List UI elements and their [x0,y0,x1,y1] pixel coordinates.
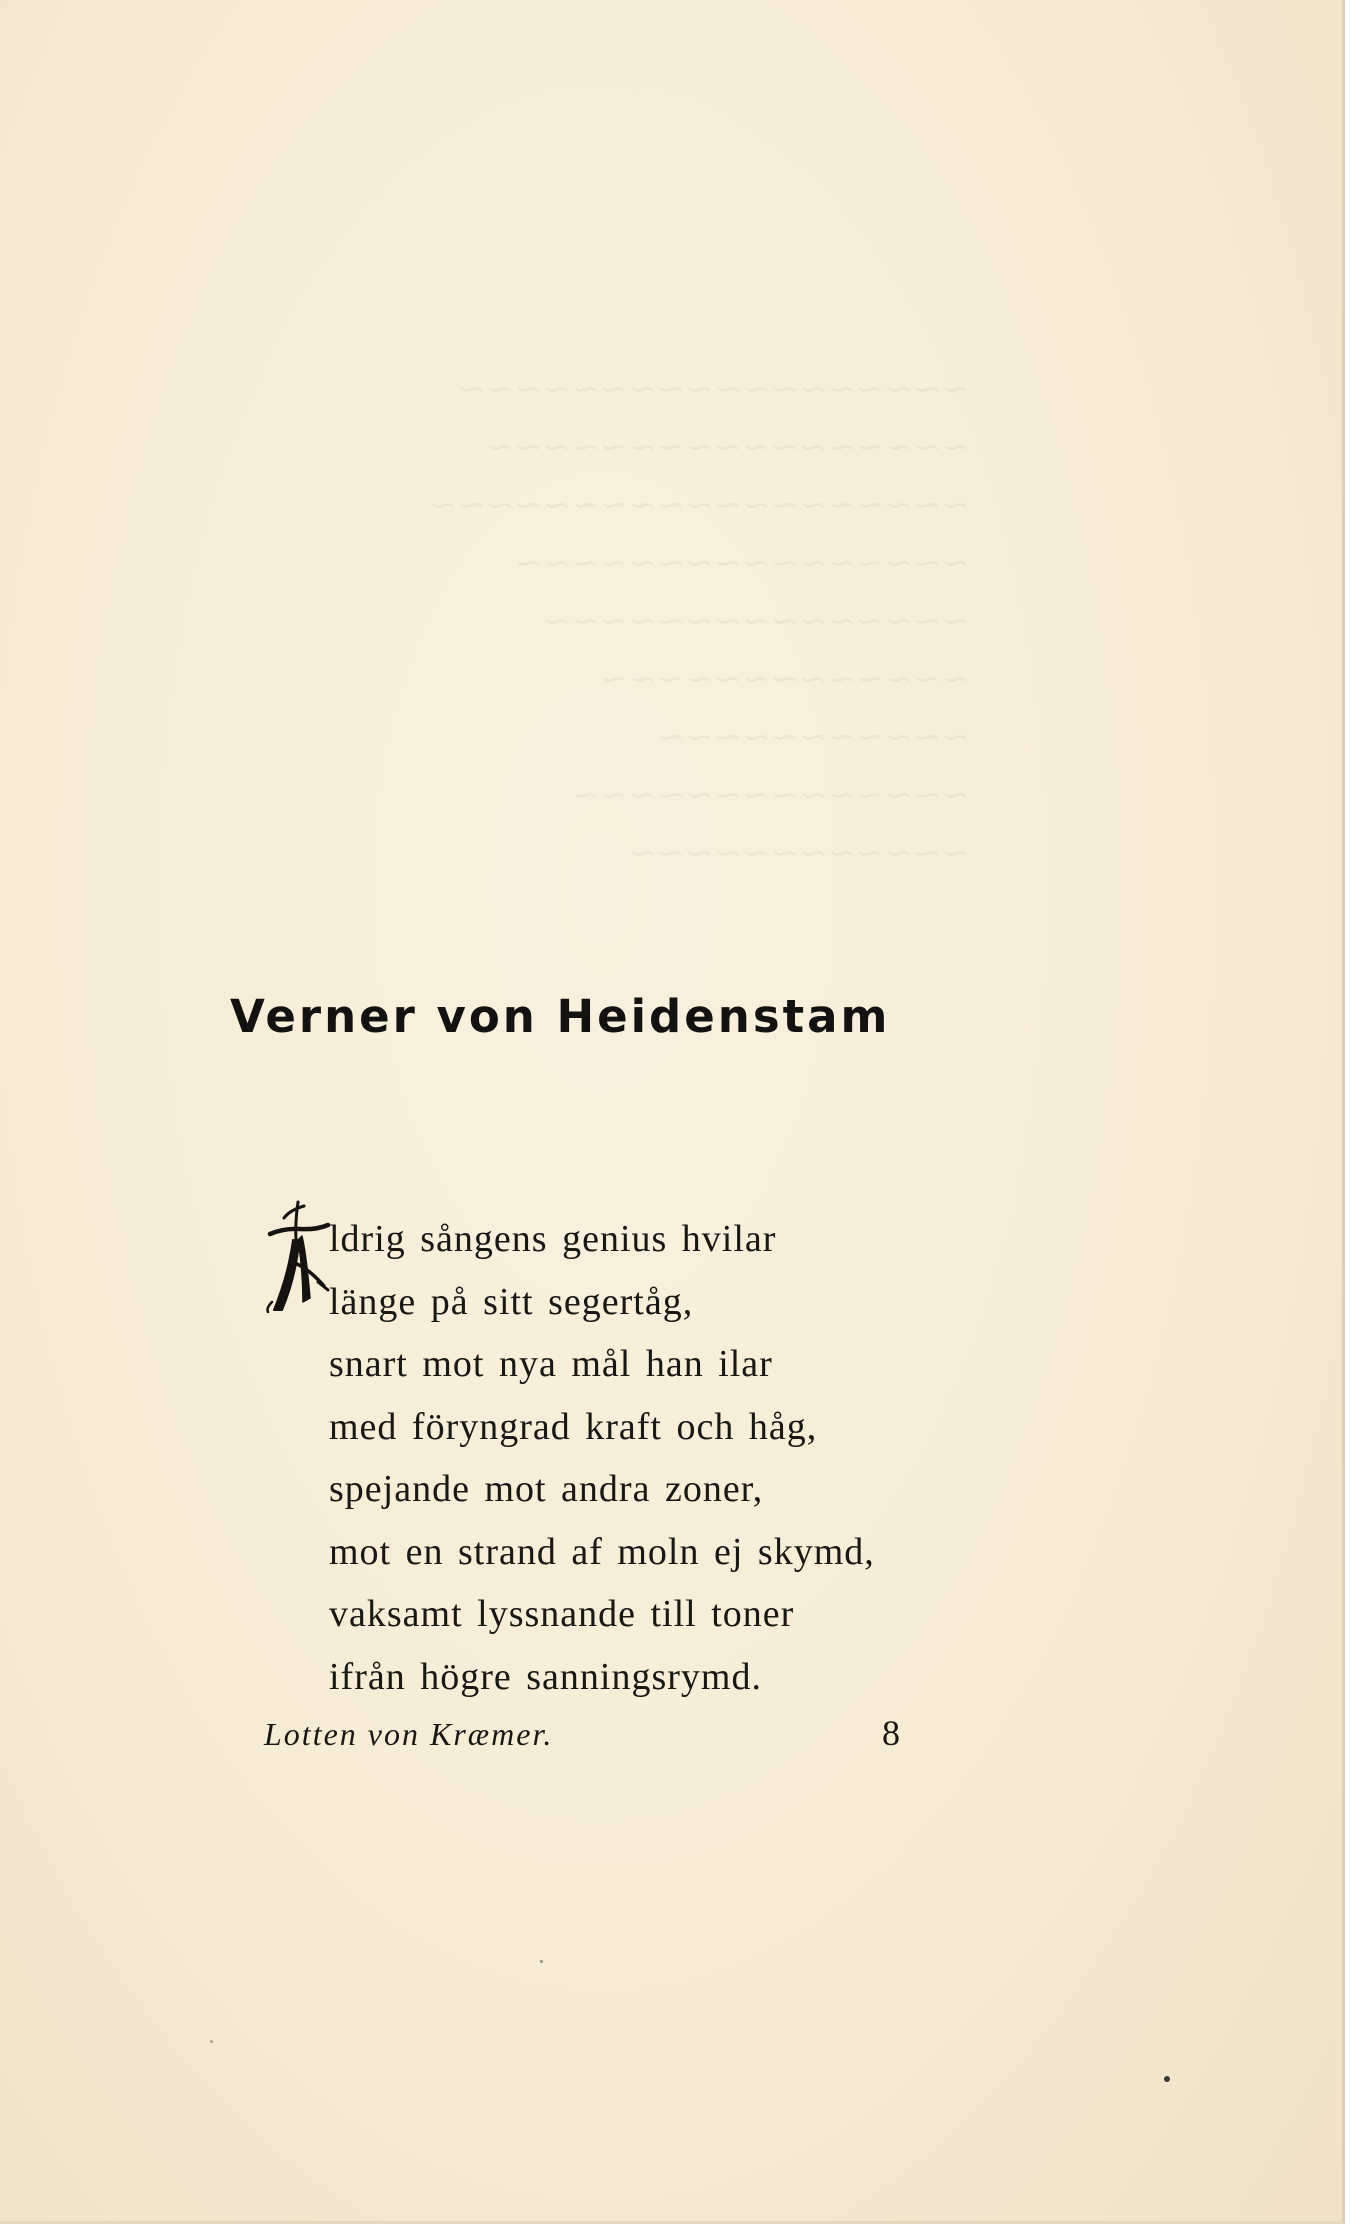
show-through-texture: ~~~~~~~~~~~~~~~~~~ ~~~~~~~~~~~~~~~~~ ~~~~~~~~~~~~~~~~~~~ ~~~~~~~~~~~~~~~~ ~~~~~~~~~~~~~~~ ~~~~~~~~~~~~~ ~~~~~~~~~~~ ~~~~~~~~~~~~~~ ~~~~~~~~~~~~ [428,369,970,873]
author-signature: Lotten von Kræmer. [264,1716,554,1752]
paper-speck [540,1960,543,1963]
dropcap-a-ornament [262,1198,332,1314]
paper-speck [1164,2076,1170,2082]
poem-stanza [329,1208,875,1708]
paper-speck [210,2040,213,2043]
poem-line: vaksamt lyssnande till toner [329,1593,795,1635]
poem-line: länge på sitt segertåg, [329,1280,694,1323]
poem-line: med föryngrad kraft och håg, [329,1405,818,1448]
poem-line: snart mot nya mål han ilar [329,1343,773,1385]
poem-line: ifrån högre sanningsrymd. [329,1655,762,1698]
poem-line: spejande mot andra zoner, [329,1468,764,1510]
page-number: 8 [882,1713,900,1753]
poem-line: ldrig sångens genius hvilar [329,1218,777,1260]
poem-line: mot en strand af moln ej skymd, [329,1530,875,1573]
page-title: Verner von Heidenstam [230,990,891,1043]
